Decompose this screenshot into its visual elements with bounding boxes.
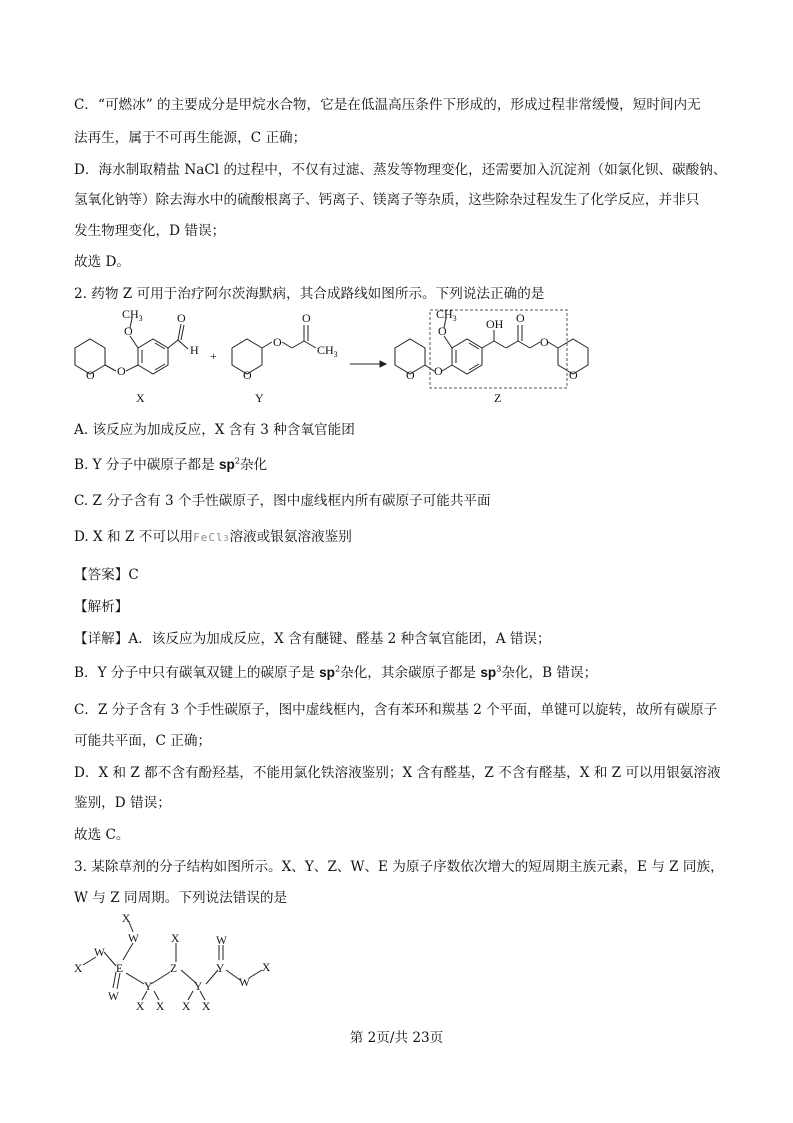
explanation-c-line-2: 可能共平面，C 正确； [74,733,212,749]
methyl-label: $CH_3$ [317,343,338,359]
compound-z-label: Z [494,391,502,405]
oxygen-label: O [124,324,133,338]
atom-y: Y [216,963,225,975]
atom-x: X [156,1001,165,1013]
atom-w: W [239,977,250,989]
oxygen-label: O [406,368,415,382]
atom-x: X [182,1001,191,1013]
atom-y: Y [194,981,203,993]
explanation-c-line-1: C．Z 分子含有 3 个手性碳原子，图中虚线框内，含有苯环和羰基 2 个平面，单键可以旋转，故所有碳原子 [74,702,718,718]
option-d: D. X 和 Z 不可以用FeCl3溶液或银氨溶液鉴别 [74,529,352,545]
choose-c: 故选 C。 [74,827,130,843]
atom-w: W [94,947,105,959]
page-footer: 第 2页/共 23页 [349,1030,444,1046]
atom-w: W [128,933,139,945]
compound-x-label: X [136,391,145,405]
plus-sign: + [210,349,217,363]
oxygen-label: O [438,324,447,338]
option-b: B. Y 分子中碳原子都是 $sp^2$杂化 [74,456,268,473]
explanation-d-line-1: D．X 和 Z 都不含有酚羟基，不能用氯化铁溶液鉴别；X 含有醛基，Z 不含有醛基，X 和 Z 可以用银氨溶液 [74,765,721,781]
question-3-line-1: 3. 某除草剂的分子结构如图所示。X、Y、Z、W、E 为原子序数依次增大的短周期主族元素，E 与 Z 同族， [74,859,724,875]
atom-w: W [108,991,119,1003]
hydroxyl-label: OH [486,317,504,331]
oxygen-label: O [540,335,549,349]
fecl3-formula: FeCl3 [193,531,230,544]
compound-y-label: Y [255,391,264,405]
oxygen-label: O [434,364,443,378]
question-3-line-2: W 与 Z 同周期。下列说法错误的是 [74,890,288,906]
analysis-tag: 【解析】 [74,599,129,615]
oxygen-label: O [243,368,252,382]
oxygen-label: O [86,368,95,382]
option-d-line-3: 发生物理变化，D 错误； [74,223,226,239]
option-c-line-2: 法再生，属于不可再生能源，C 正确； [74,130,307,146]
explanation-b: B．Y 分子中只有碳氧双键上的碳原子是 $sp^2$杂化，其余碳原子都是 $sp^3$杂化，B 错误； [74,664,598,681]
atom-x: X [122,913,131,925]
atom-x: X [262,962,271,974]
oxygen-label: O [569,368,578,382]
herbicide-structure-figure [66,908,296,1014]
option-c-line-1: C．“可燃冰” 的主要成分是甲烷水合物，它是在低温高压条件下形成的，形成过程非常缓慢，短时间内无 [74,97,701,113]
atom-x: X [202,1001,211,1013]
oxygen-label: O [516,311,525,325]
synthesis-route-figure [60,308,620,408]
oxygen-label: O [117,364,126,378]
question-2: 2. 药物 Z 可用于治疗阿尔茨海默病，其合成路线如图所示。下列说法正确的是 [74,286,545,302]
option-a: A. 该反应为加成反应，X 含有 3 种含氧官能团 [74,422,355,438]
oxygen-label: O [177,311,186,325]
atom-w: W [216,935,227,947]
hydrogen-label: H [190,343,199,357]
option-c: C. Z 分子含有 3 个手性碳原子，图中虚线框内所有碳原子可能共平面 [74,493,491,509]
atom-x: X [136,1001,145,1013]
methyl-label: $CH_3$ [436,308,457,323]
answer-line: 【答案】C [74,567,139,583]
option-d-line-1: D．海水制取精盐 NaCl 的过程中，不仅有过滤、蒸发等物理变化，还需要加入沉淀剂（如氯化钡、碳酸钠、 [74,162,727,178]
oxygen-label: O [302,311,311,325]
choose-d: 故选 D。 [74,254,131,270]
explanation-a: 【详解】A．该反应为加成反应，X 含有醚键、醛基 2 种含氧官能团，A 错误； [74,631,551,647]
atom-e: E [116,963,124,975]
explanation-d-line-2: 鉴别，D 错误； [74,795,171,811]
atom-z: Z [170,963,178,975]
atom-x: X [171,933,180,945]
atom-y: Y [144,981,153,993]
methyl-label: $CH_3$ [122,308,143,323]
option-d-line-2: 氢氧化钠等）除去海水中的硫酸根离子、钙离子、镁离子等杂质，这些除杂过程发生了化学反应，并非只 [74,192,700,208]
atom-x: X [74,963,83,975]
oxygen-label: O [273,335,282,349]
